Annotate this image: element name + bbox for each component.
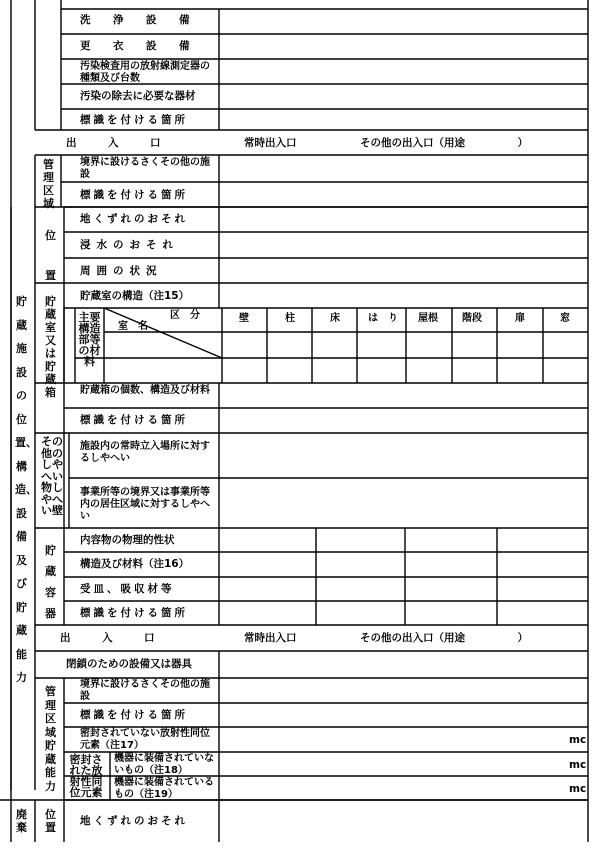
- location-label-2: 位置: [45, 808, 56, 834]
- controlled-area-label-1: 管理区域: [43, 158, 54, 210]
- entrance-label-2: 出 入 口: [60, 632, 155, 644]
- surroundings-label: 周囲の状況: [80, 265, 163, 277]
- header-wall: 壁: [239, 313, 249, 324]
- closure-equipment-label: 閉鎖のための設備又は器具: [66, 658, 192, 670]
- header-beam: は り: [368, 313, 398, 324]
- boundary-fence-label-2: 境界に設けるさくその他の施設: [80, 679, 210, 702]
- washing-facility-label: 洗 浄 設 備: [80, 14, 196, 26]
- storage-facility-label: 貯蔵施設の位置、構造、設備及び貯蔵能力: [15, 295, 37, 684]
- regular-entrance-label-2: 常時出入口: [244, 632, 297, 644]
- location-label-1: 位置: [45, 229, 56, 282]
- header-roof: 屋根: [418, 313, 438, 324]
- other-entrance-label-1: その他の出入口（用途 ）: [360, 137, 528, 149]
- shielding-inside-label: 施設内の常時立入場所に対するしやへい: [80, 441, 210, 464]
- shielding-boundary-label: 事業所等の境界又は事業所等内の居住区域に対するしやへい: [80, 487, 210, 522]
- not-in-device-label: 機器に装備されていないもの（注18）: [114, 753, 214, 776]
- unit-mc-1: mc: [569, 734, 587, 746]
- shielding-label: その他のしやへい物しやへい壁: [41, 435, 63, 517]
- storage-room-structure-label: 貯蔵室の構造（注15）: [80, 290, 190, 302]
- changing-facility-label: 更 衣 設 備: [80, 40, 196, 52]
- division-label: 区 分: [170, 310, 200, 321]
- contents-property-label: 内容物の物理的性状: [80, 534, 175, 546]
- tray-absorbent-label: 受皿、吸収材等: [80, 583, 175, 595]
- sealed-isotope-label: 密封された放射性同位元素: [69, 753, 103, 799]
- unit-mc-2: mc: [569, 759, 587, 771]
- landslide-risk-label-2: 地くずれのおそれ: [80, 815, 188, 827]
- other-entrance-label-2: その他の出入口（用途 ）: [360, 632, 528, 644]
- landslide-risk-label-1: 地くずれのおそれ: [80, 213, 188, 225]
- header-floor: 床: [330, 313, 340, 324]
- sign-location-label-3: 標識を付ける箇所: [80, 414, 188, 426]
- header-window: 窓: [560, 313, 570, 324]
- room-name-label: 室 名: [118, 321, 148, 332]
- unsealed-isotope-label: 密封されていない放射性同位元素（注17）: [80, 728, 210, 751]
- sign-location-label-2: 標識を付ける箇所: [80, 189, 188, 201]
- storage-box-label: 貯蔵箱の個数、構造及び材料: [80, 385, 210, 396]
- main-structure-materials-label: 主要構造部等の材料: [78, 311, 101, 368]
- structure-material-label: 構造及び材料（注16）: [80, 558, 190, 570]
- decontamination-equipment-label: 汚染の除去に必要な器材: [80, 90, 196, 102]
- sign-location-label-4: 標識を付ける箇所: [80, 607, 188, 619]
- storage-container-label: 貯蔵容器: [45, 544, 56, 620]
- regular-entrance-label-1: 常時出入口: [244, 137, 297, 149]
- disposal-label: 廃棄: [16, 808, 27, 834]
- controlled-area-capacity-label: 管理区域貯蔵能力: [45, 685, 56, 793]
- contamination-meter-label: 汚染検査用の放射線測定器の種類及び台数: [80, 61, 210, 84]
- storage-room-label: 貯蔵室又は貯蔵箱: [45, 295, 56, 399]
- entrance-label-1: 出 入 口: [66, 137, 161, 149]
- sign-location-label-5: 標識を付ける箇所: [80, 709, 188, 721]
- unit-mc-3: mc: [569, 783, 587, 795]
- header-door: 扉: [515, 313, 525, 324]
- in-device-label: 機器に装備されているもの（注19）: [114, 777, 214, 800]
- header-stairs: 階段: [462, 313, 482, 324]
- flood-risk-label: 浸水のおそれ: [80, 239, 179, 251]
- header-pillar: 柱: [285, 313, 295, 324]
- sign-location-label-1: 標識を付ける箇所: [80, 114, 188, 126]
- boundary-fence-label-1: 境界に設けるさくその他の施設: [80, 157, 210, 180]
